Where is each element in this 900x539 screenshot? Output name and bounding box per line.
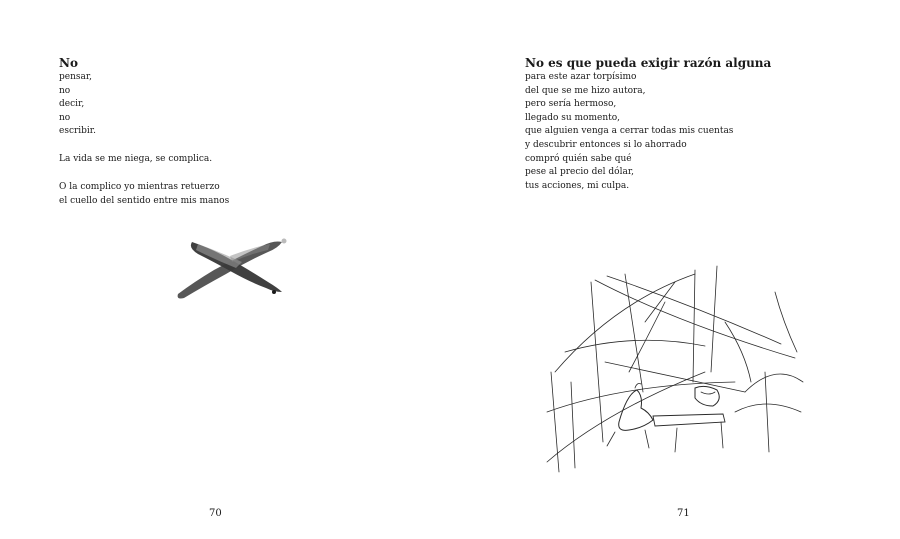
poem-line: llegado su momento, xyxy=(525,112,621,123)
poem-line: La vida se me niega, se complica. xyxy=(59,154,213,164)
right-page xyxy=(450,0,900,539)
poem-line: compró quién sabe qué xyxy=(525,153,632,164)
poem-stanza xyxy=(59,71,96,139)
poem-line: tus acciones, mi culpa. xyxy=(525,180,630,191)
poem-line: no xyxy=(59,85,71,96)
poem-title: No es que pueda exigir razón alguna xyxy=(525,56,772,70)
poem-line: para este azar torpísimo xyxy=(525,72,637,82)
page-number: 70 xyxy=(209,508,222,519)
poem-stanza xyxy=(59,181,229,208)
line-sketch-illustration xyxy=(545,262,805,482)
poem-line: del que se me hizo autora, xyxy=(525,85,646,96)
poem-line: decir, xyxy=(59,99,85,110)
poem-title: No xyxy=(59,56,78,70)
poem-line: y descubrir entonces si lo ahorrado xyxy=(525,139,687,150)
page-number: 71 xyxy=(677,508,690,519)
poem-line: pensar, xyxy=(59,72,93,82)
poem-line: que alguien venga a cerrar todas mis cuentas xyxy=(525,126,734,137)
poem-line: pese al precio del dólar, xyxy=(525,167,635,178)
poem-line: pero sería hermoso, xyxy=(525,99,617,110)
poem-stanza xyxy=(59,153,212,167)
poem-line: O la complico yo mientras retuerzo xyxy=(59,182,220,192)
ink-plane-illustration xyxy=(170,232,288,304)
poem-line: escribir. xyxy=(59,126,96,137)
poem-line: el cuello del sentido entre mis manos xyxy=(59,195,230,206)
poem-stanza xyxy=(525,71,733,193)
poem-line: no xyxy=(59,112,71,123)
